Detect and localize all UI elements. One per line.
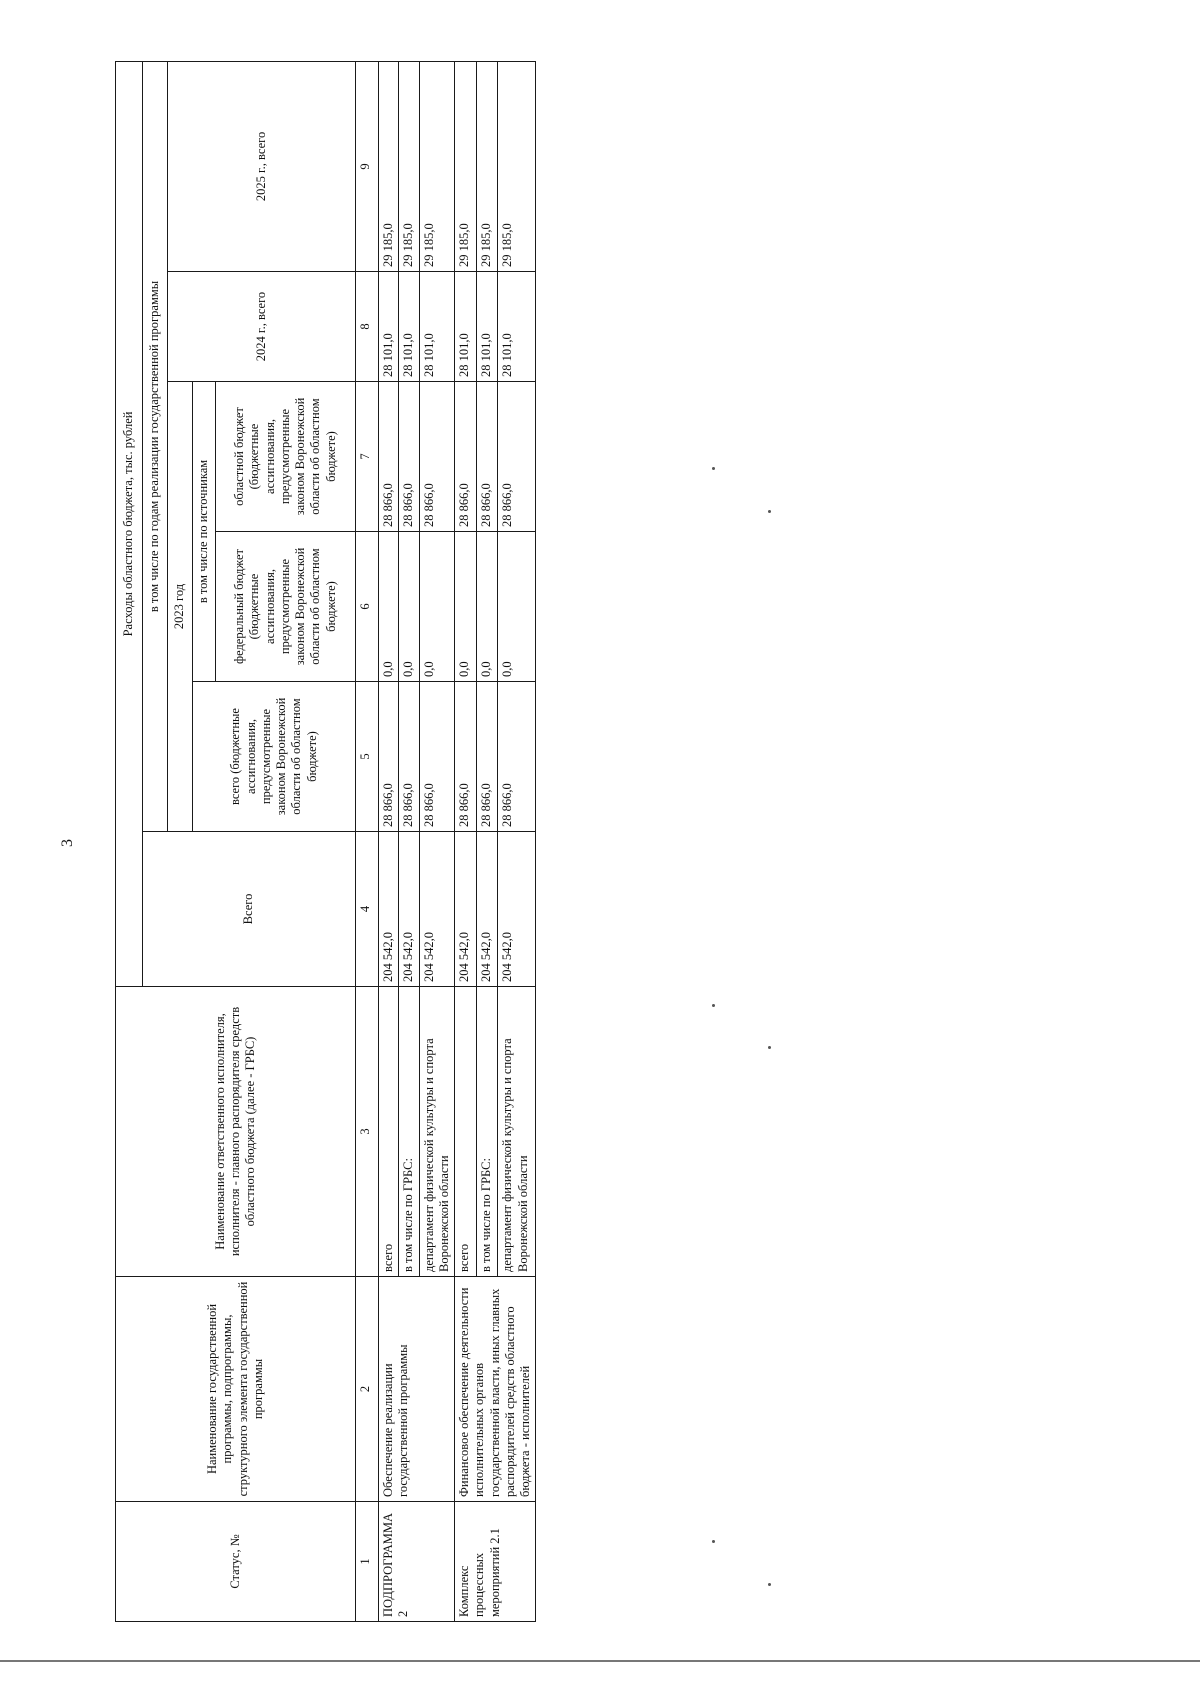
executor-cell: в том числе по ГРБС: (476, 987, 498, 1277)
y2025-cell: 29 185,0 (379, 61, 399, 271)
total-cell: 204 542,0 (476, 832, 498, 987)
federal-cell: 0,0 (379, 532, 399, 682)
y2025-cell: 29 185,0 (498, 61, 536, 271)
column-number: 3 (356, 987, 379, 1277)
y2023-cell: 28 866,0 (419, 682, 455, 832)
regional-cell: 28 866,0 (455, 382, 477, 532)
header-program-name: Наименование государственной программы, подпрограммы, структурного элемента государственной программы (116, 1277, 356, 1502)
y2023-cell: 28 866,0 (498, 682, 536, 832)
budget-table-container (115, 62, 1195, 1622)
status-cell: Комплекс процессных мероприятий 2.1 (455, 1502, 536, 1622)
program-name-cell: Финансовое обеспечение деятельности исполнительных органов государственной власти, иных главных распорядителей средств областного бюджета - исполнителей (455, 1277, 536, 1502)
executor-cell: всего (455, 987, 477, 1277)
header-year-2024: 2024 г., всего (168, 272, 356, 382)
header-total: Всего (143, 832, 356, 987)
executor-cell: департамент физической культуры и спорта Воронежской области (498, 987, 536, 1277)
status-cell: ПОДПРОГРАММА 2 (379, 1502, 455, 1622)
header-status: Статус, № (116, 1502, 356, 1622)
column-number: 6 (356, 532, 379, 682)
y2023-cell: 28 866,0 (379, 682, 399, 832)
header-regional: областной бюджет (бюджетные ассигнования, предусмотренные законом Воронежской области об областном бюджете) (216, 382, 356, 532)
column-number: 9 (356, 61, 379, 271)
table-row (379, 61, 399, 1621)
federal-cell: 0,0 (399, 532, 419, 682)
table-row (455, 61, 477, 1621)
column-number: 8 (356, 272, 379, 382)
federal-cell: 0,0 (498, 532, 536, 682)
program-name-cell: Обеспечение реализации государственной программы (379, 1277, 455, 1502)
regional-cell: 28 866,0 (379, 382, 399, 532)
y2023-cell: 28 866,0 (399, 682, 419, 832)
y2023-cell: 28 866,0 (476, 682, 498, 832)
column-number-row (356, 61, 379, 1621)
y2024-cell: 28 101,0 (419, 272, 455, 382)
scan-speck (768, 1583, 771, 1586)
y2023-cell: 28 866,0 (455, 682, 477, 832)
executor-cell: в том числе по ГРБС: (399, 987, 419, 1277)
y2024-cell: 28 101,0 (455, 272, 477, 382)
scan-speck (768, 510, 771, 513)
header-federal: федеральный бюджет (бюджетные ассигнования, предусмотренные законом Воронежской области об областном бюджете) (216, 532, 356, 682)
executor-cell: всего (379, 987, 399, 1277)
y2025-cell: 29 185,0 (419, 61, 455, 271)
scan-speck (768, 1046, 771, 1049)
total-cell: 204 542,0 (379, 832, 399, 987)
executor-cell: департамент физической культуры и спорта Воронежской области (419, 987, 455, 1277)
scan-speck (712, 1004, 715, 1007)
column-number: 2 (356, 1277, 379, 1502)
y2024-cell: 28 101,0 (379, 272, 399, 382)
federal-cell: 0,0 (455, 532, 477, 682)
y2024-cell: 28 101,0 (399, 272, 419, 382)
y2024-cell: 28 101,0 (498, 272, 536, 382)
total-cell: 204 542,0 (399, 832, 419, 987)
header-by-years: в том числе по годам реализации государственной программы (143, 61, 168, 831)
federal-cell: 0,0 (419, 532, 455, 682)
header-expenses: Расходы областного бюджета, тыс. рублей (116, 61, 143, 986)
y2024-cell: 28 101,0 (476, 272, 498, 382)
header-executor: Наименование ответственного исполнителя, исполнителя - главного распорядителя средств областного бюджета (далее - ГРБС) (116, 987, 356, 1277)
y2025-cell: 29 185,0 (476, 61, 498, 271)
regional-cell: 28 866,0 (399, 382, 419, 532)
column-number: 1 (356, 1502, 379, 1622)
total-cell: 204 542,0 (498, 832, 536, 987)
regional-cell: 28 866,0 (476, 382, 498, 532)
scan-speck (712, 467, 715, 470)
column-number: 5 (356, 682, 379, 832)
header-total-2023: всего (бюджетные ассигнования, предусмотренные законом Воронежской области об областном бюджете) (193, 682, 356, 832)
total-cell: 204 542,0 (455, 832, 477, 987)
header-year-2025: 2025 г., всего (168, 61, 356, 271)
y2025-cell: 29 185,0 (399, 61, 419, 271)
federal-cell: 0,0 (476, 532, 498, 682)
regional-cell: 28 866,0 (419, 382, 455, 532)
scan-edge-line (0, 1660, 1200, 1662)
column-number: 4 (356, 832, 379, 987)
total-cell: 204 542,0 (419, 832, 455, 987)
header-year-2023: 2023 год (168, 382, 193, 832)
scan-speck (712, 1540, 715, 1543)
header-by-sources: в том числе по источникам (193, 382, 216, 682)
y2025-cell: 29 185,0 (455, 61, 477, 271)
column-number: 7 (356, 382, 379, 532)
regional-cell: 28 866,0 (498, 382, 536, 532)
budget-table (115, 61, 536, 1622)
page-number: 3 (59, 839, 76, 847)
